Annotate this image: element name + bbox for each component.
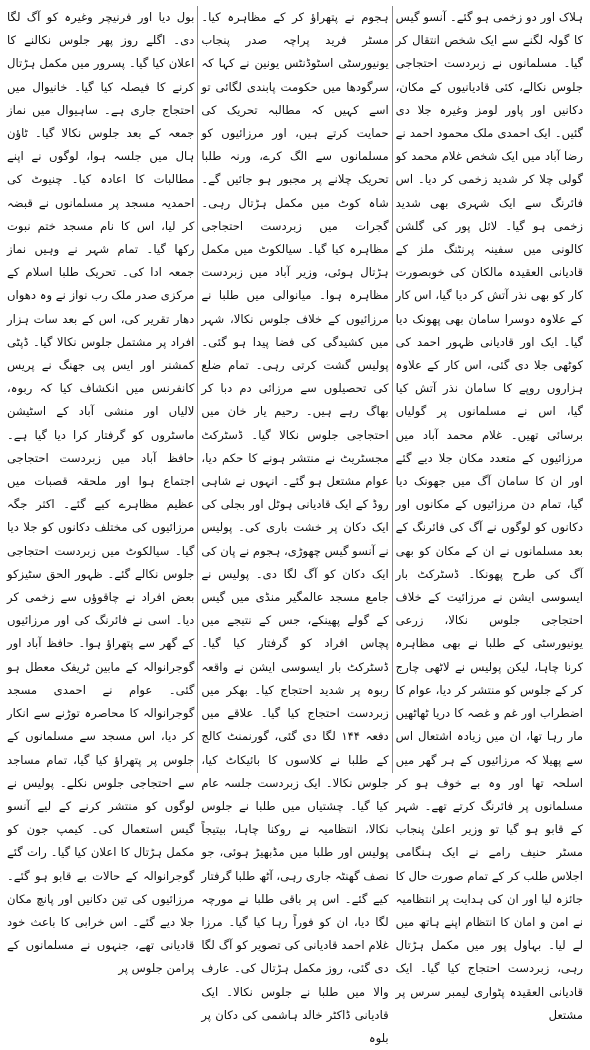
text-column-right xyxy=(393,6,586,1022)
text-column-left xyxy=(4,6,197,976)
column-text: ہجوم نے پتھراؤ کر کے مظاہرہ کیا۔ مسٹر فرید پراچہ صدر پنجاب یونیورسٹی اسٹوڈنٹس یونین نے کہا کہ سرگودھا میں حکومت پابندی لگائی تو اسے کہیں کہ مطالبہ تحریک کی حمایت کرتے ہیں، اور مرزائیوں کو مسلمانوں سے الگ کرے، ورنہ طلبا تحریک چلانے پر مجبور ہو جائیں گے۔ شاہ کوٹ میں مکمل ہڑتال رہی۔ گجرات میں زبردست احتجاجی مظاہرہ کیا گیا۔ سیالکوٹ میں مکمل ہڑتال ہوئی، وزیر آباد میں زبردست مظاہرہ ہوا۔ میانوالی میں طلبا نے مرزائیوں کے خلاف جلوس نکالا، شہر میں کشیدگی کی فضا پیدا ہو گئی۔ پولیس گشت کرتی رہی۔ تمام ضلع کی تحصیلوں سے مرزائی دم دبا کر بھاگ رہے ہیں۔ رحیم یار خان میں احتجاجی جلوس نکالا گیا۔ ڈسٹرکٹ مجسٹریٹ نے منتشر ہونے کا حکم دیا، عوام مشتعل ہو گئے۔ انہوں نے شاہی روڈ کے ایک قادیانی ہوٹل اور بجلی کی ایک دکان پر خشت باری کی۔ پولیس نے آنسو گیس چھوڑی، ہجوم نے پان کی ایک دکان کو آگ لگا دی۔ پولیس نے جامع مسجد عالمگیر منڈی میں گیس کے گولے پھینکے، جس کے نتیجے میں پچاس افراد کو گرفتار کیا گیا۔ ڈسٹرکٹ بار ایسوسی ایشن نے واقعہ ربوہ پر شدید احتجاج کیا۔ بھکر میں زبردست احتجاج کیا گیا۔ علاقے میں دفعہ ۱۴۴ لگا دی گئی، گورنمنٹ کالج کے طلبا نے کلاسوں کا بائیکاٹ کیا، جلوس نکالا۔ ایک زبردست جلسہ عام کیا گیا۔ چشتیاں میں طلبا نے جلوس نکالا، انتظامیہ نے روکنا چاہا، بیتیجاً پولیس اور طلبا میں مڈبھیڑ ہوئی، جو نصف گھنٹہ جاری رہی، آٹھ طلبا گرفتار کیے گئے۔ اس پر باقی طلبا نے مورچہ لگا دیا، ان کو فوراً رہا کیا گیا۔ مرزا غلام احمد قادیانی کی تصویر کو آگ لگا دی گئی، روز مکمل ہڑتال کی۔ عارف والا میں طلبا نے جلوس نکالا۔ ایک قادیانی ڈاکٹر خالد ہاشمی کی دکان پر بلوہ xyxy=(201,10,389,1045)
text-column-middle xyxy=(198,6,391,1045)
column-text: بول دیا اور فرنیچر وغیرہ کو آگ لگا دی۔ اگلے روز پھر جلوس نکالنے کا اعلان کیا گیا۔ پسرور میں مکمل ہڑتال کرنے کا فیصلہ کیا گیا۔ خانیوال میں احتجاج جاری ہے۔ ساہیوال میں نماز جمعہ کے بعد جلوس نکالا گیا۔ ٹاؤن ہال میں جلسہ ہوا، لوگوں نے اپنے مطالبات کا اعادہ کیا۔ چنیوٹ کی احمدیہ مسجد پر مسلمانوں نے قبضہ کر لیا، اس کا نام مسجد ختم نبوت رکھا گیا۔ تمام شہر نے وہیں نماز جمعہ ادا کی۔ تحریک طلبا اسلام کے مرکزی صدر ملک رب نواز نے وہ دھواں دھار تقریر کی، اس کے بعد سات ہزار افراد پر مشتمل جلوس نکالا گیا۔ ڈپٹی کمشنر اور ایس پی جھنگ نے پریس کانفرنس میں انکشاف کیا کہ ربوہ، لالیاں اور منشی آباد کے اسٹیشن ماسٹروں کو گرفتار کرا دیا گیا ہے۔ حافظ آباد میں زبردست احتجاجی اجتماع ہوا اور ملحقہ قصبات میں عظیم مظاہرے کیے گئے۔ اکثر جگہ مرزائیوں کی مختلف دکانوں کو جلا دیا گیا۔ سیالکوٹ میں زبردست احتجاجی جلوس نکالے گئے۔ ظہور الحق سٹیزکو بعض افراد نے چاقوؤں سے زخمی کر دیا۔ اسی نے فائرنگ کی اور مرزائیوں کے گھر سے پتھراؤ ہوا۔ حافظ آباد اور گوجرانوالہ کے مابین ٹریفک معطل ہو گئی۔ عوام نے احمدی مسجد گوجرانوالہ کا محاصرہ توڑنے سے انکار کر دیا، اس مسجد سے مسلمانوں کے جلوس پر پتھراؤ کیا گیا، تمام مساجد سے احتجاجی جلوس نکلے۔ پولیس نے لوگوں کو منتشر کرنے کے لیے آنسو گیس استعمال کی۔ کیمپ جون کو مکمل ہڑتال کا اعلان کیا گیا۔ رات گئے گوجرانوالہ کے حالات بے قابو ہو گئے۔ مرزائیوں کی تین دکانیں اور پانچ مکان جلا دیے گئے۔ اس خرابی کا باعث خود قادیانی تھے، جنہوں نے مسلمانوں کے پرامن جلوس پر xyxy=(7,10,195,976)
column-text: ہلاک اور دو زخمی ہو گئے۔ آنسو گیس کا گولہ لگنے سے ایک شخص انتقال کر گیا۔ مسلمانوں نے زبردست احتجاجی جلوس نکالے، کئی قادیانیوں کے مکان، دکانیں اور پاور لومز وغیرہ جلا دی گئیں۔ ایک احمدی ملک محمود احمد نے رضا آباد میں ایک شخص غلام محمد کو گولی چلا کر شدید زخمی کر دیا۔ اس فائرنگ سے ایک شہری بھی شدید زخمی ہو گیا۔ لائل پور کی گلشن کالونی میں سفینہ پرنٹنگ ملز کے قادیانی العقیدہ مالکان کی خوبصورت کار کو بھی نذر آتش کر دیا گیا، اس کار کے علاوہ دوسرا سامان بھی پھونک دیا گیا۔ ایک اور قادیانی ظہور احمد کی کوٹھی جلا دی گئی، اس کار کے علاوہ ہزاروں روپے کا سامان نذر آتش کیا گیا، اس نے مسلمانوں پر گولیاں برسائی تھیں۔ غلام محمد آباد میں مرزائیوں کے متعدد مکان جلا دیے گئے اور ان کا سامان آگ میں جھونک دیا گیا، تمام دن مرزائیوں کے مکانوں اور دکانوں کو لوگوں نے آگ کی فائرنگ کے بعد مسلمانوں نے ان کے مکان کو بھی آگ کی طرح پھونکا۔ ڈسٹرکٹ بار ایسوسی ایشن نے مرزائیت کے خلاف احتجاجی جلوس نکالا، زرعی یونیورسٹی کے طلبا نے بھی مظاہرہ کرنا چاہا، لیکن پولیس نے لاٹھی چارج کر کے جلوس کو منتشر کر دیا، عوام کا اضطراب اور غم و غصہ کا دریا ٹھاٹھیں مار رہا تھا، ان میں زیادہ اشتعال اس سے پھیلا کہ مرزائیوں کے ہر گھر میں اسلحہ تھا اور وہ بے خوف ہو کر مسلمانوں پر فائرنگ کرتے تھے۔ شہر کے قابو ہو گیا تو وزیر اعلیٰ پنجاب مسٹر حنیف رامے نے ایک ہنگامی اجلاس طلب کر کے تمام صورت حال کا جائزہ لیا اور ان کی ہدایت پر انتظامیہ نے امن و امان کا انتظام اپنے ہاتھ میں لے لیا۔ بہاول پور میں مکمل ہڑتال رہی، زبردست احتجاج کیا گیا۔ ایک قادیانی العقیدہ پٹواری لیمبر سرس پر مشتعل xyxy=(395,10,583,1022)
